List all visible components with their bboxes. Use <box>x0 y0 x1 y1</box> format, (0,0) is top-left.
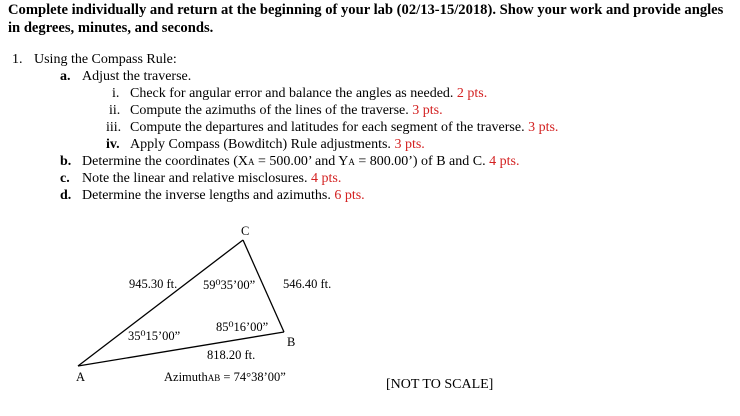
points-label: 3 pts. <box>412 103 443 118</box>
subitem-i-marker: i. <box>112 86 120 101</box>
item-c-text: Note the linear and relative misclosures. 4 pts. <box>82 171 342 186</box>
point-b-label: B <box>287 335 296 349</box>
item-c-marker: c. <box>60 171 70 186</box>
angle-c-value: 59⁰35’00” <box>203 278 256 292</box>
item-d-marker: d. <box>60 188 72 203</box>
points-label: 3 pts. <box>394 137 425 152</box>
points-label: 2 pts. <box>456 86 488 101</box>
item-b-marker: b. <box>60 154 72 169</box>
item-d-text: Determine the inverse lengths and azimuths. 6 pts. <box>82 188 365 203</box>
points-label: 6 pts. <box>334 188 365 203</box>
subitem-ii-marker: ii. <box>109 103 121 118</box>
side-bc-length: 546.40 ft. <box>283 277 332 291</box>
subitem-iii-marker: iii. <box>106 120 122 135</box>
points-label: 3 pts. <box>528 120 559 135</box>
subitem-ii: Compute the azimuths of the lines of the traverse. 3 pts. <box>130 103 443 118</box>
subitem-iii: Compute the departures and latitudes for each segment of the traverse. 3 pts. <box>130 120 559 135</box>
azimuth-ab: AzimuthAB = 74°38’00” <box>164 370 286 384</box>
side-ac-length: 945.30 ft. <box>129 277 178 291</box>
instructions-line-2: in degrees, minutes, and seconds. <box>8 20 214 36</box>
subitem-iv: Apply Compass (Bowditch) Rule adjustments. 3 pts. <box>130 137 425 152</box>
points-label: 4 pts. <box>489 154 520 169</box>
point-c-label: C <box>241 224 250 238</box>
item-b-text: Determine the coordinates (XA = 500.00’ and YA = 800.00’) of B and C. 4 pts. <box>82 154 520 169</box>
question-1-number: 1. <box>12 52 23 67</box>
points-label: 4 pts. <box>310 171 342 186</box>
not-to-scale-note: [NOT TO SCALE] <box>386 377 494 392</box>
instructions-line-1: Complete individually and return at the beginning of your lab (02/13-15/2018). Show your work and provide angles <box>8 2 724 18</box>
item-a-marker: a. <box>60 69 71 84</box>
angle-a-value: 35⁰15’00” <box>128 329 181 343</box>
point-a-label: A <box>76 370 86 384</box>
angle-b-value: 85⁰16’00” <box>216 320 269 334</box>
question-1-title: Using the Compass Rule: <box>34 52 177 67</box>
item-a-text: Adjust the traverse. <box>82 69 192 84</box>
side-ab-length: 818.20 ft. <box>207 348 256 362</box>
subitem-iv-marker: iv. <box>106 137 120 152</box>
subitem-i: Check for angular error and balance the angles as needed. 2 pts. <box>130 86 488 101</box>
